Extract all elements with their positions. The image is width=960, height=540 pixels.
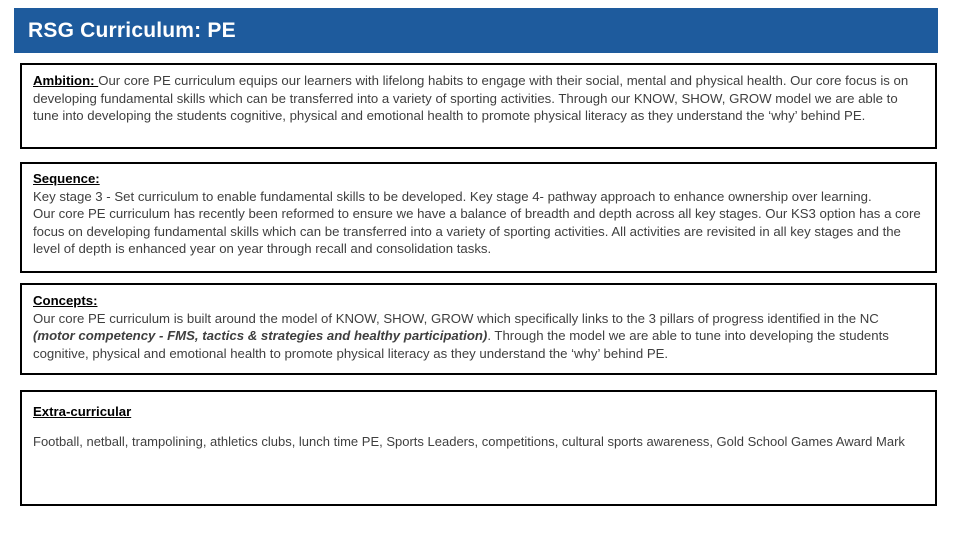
ambition-heading: Ambition: bbox=[33, 73, 99, 88]
extra-curricular-heading: Extra-curricular bbox=[33, 404, 132, 419]
extra-curricular-body: Football, netball, trampolining, athletics clubs, lunch time PE, Sports Leaders, competitions, cultural sports awareness, Gold School Games Award Mark bbox=[33, 433, 905, 449]
concepts-section bbox=[20, 283, 937, 375]
ambition-section bbox=[20, 63, 937, 149]
extra-curricular-section bbox=[20, 390, 937, 506]
concepts-body-after: . Through the model we are able to tune into developing the students cognitive, physical and emotional health to promote physical literacy as they understand the ‘why’ behind PE. bbox=[33, 328, 889, 361]
concepts-body-before: Our core PE curriculum is built around the model of KNOW, SHOW, GROW which specifically links to the 3 pillars of progress identified in the NC bbox=[33, 310, 879, 326]
concepts-paragraph bbox=[33, 310, 924, 363]
concepts-body-emphasis: (motor competency - FMS, tactics & strategies and healthy participation) bbox=[33, 328, 488, 343]
sequence-section bbox=[20, 162, 937, 273]
sequence-line1: Key stage 3 - Set curriculum to enable fundamental skills to be developed. Key stage 4- pathway approach to enhance ownership over learning. bbox=[33, 188, 872, 204]
ambition-body: Our core PE curriculum equips our learners with lifelong habits to engage with their social, mental and physical health. Our core focus is on developing fundamental skills which can be transferred into a variety of sporting activities. Through our KNOW, SHOW, GROW model we are able to tune into developing the students cognitive, physical and emotional health to promote physical literacy as they understand the ‘why’ behind PE. bbox=[33, 73, 909, 123]
ambition-paragraph bbox=[33, 72, 924, 125]
concepts-heading: Concepts: bbox=[33, 293, 98, 308]
page-title: RSG Curriculum: PE bbox=[28, 18, 236, 42]
header-banner bbox=[14, 8, 938, 53]
sequence-heading: Sequence: bbox=[33, 171, 100, 186]
sequence-line2: Our core PE curriculum has recently been reformed to ensure we have a balance of breadth and depth across all key stages. Our KS3 option has a core focus on developing fundamental skills which can be transferred into a variety of sporting activities. All activities are revisited in all key stages and the level of depth is enhanced year on year through recall and consolidation tasks. bbox=[33, 206, 921, 256]
